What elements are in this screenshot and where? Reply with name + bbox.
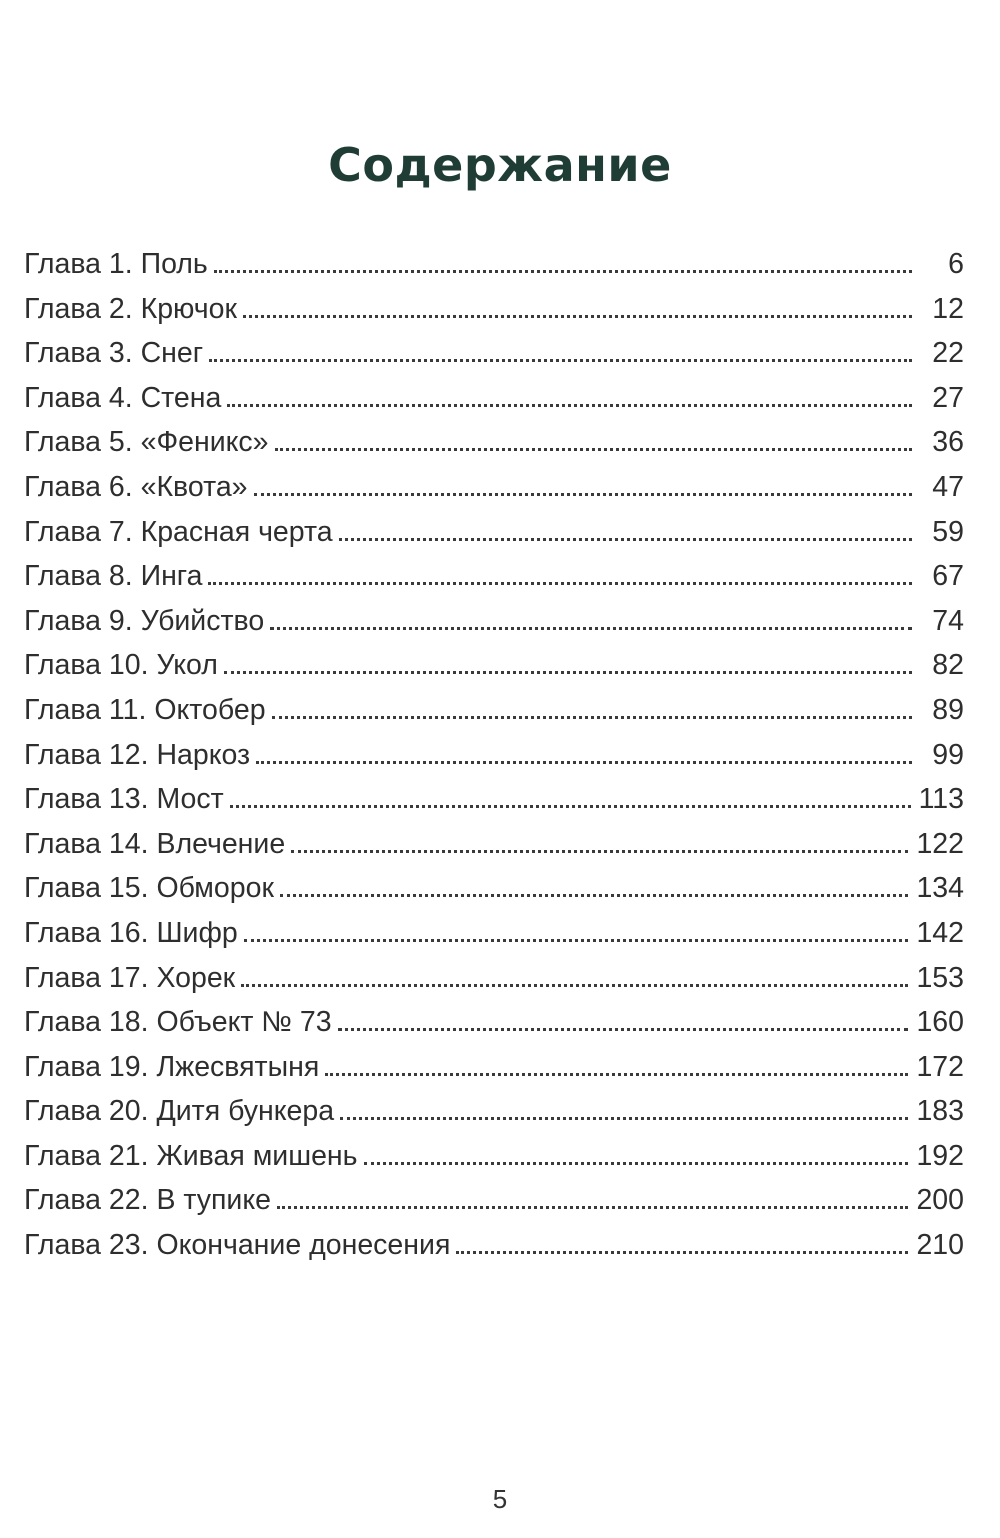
toc-entry-title: Глава 19. Лжесвятыня <box>24 1050 320 1083</box>
dot-leader <box>208 582 912 585</box>
toc-entry-page: 134 <box>916 872 964 905</box>
toc-entry-page: 210 <box>916 1229 964 1262</box>
dot-leader <box>364 1162 909 1165</box>
toc-entry <box>24 688 964 733</box>
dot-leader <box>277 1206 908 1209</box>
toc-entry <box>24 1223 964 1268</box>
dot-leader <box>227 404 912 407</box>
dot-leader <box>338 1028 909 1031</box>
toc-entry <box>24 643 964 688</box>
dot-leader <box>244 939 909 942</box>
toc-entry-title: Глава 20. Дитя бункера <box>24 1095 335 1128</box>
toc-entry <box>24 287 964 332</box>
toc-entry-title: Глава 10. Укол <box>24 649 218 682</box>
toc-entry-title: Глава 21. Живая мишень <box>24 1139 358 1172</box>
toc-entry <box>24 956 964 1001</box>
toc-entry-page: 142 <box>916 916 964 949</box>
toc-entry-title: Глава 13. Мост <box>24 783 224 816</box>
toc-entry <box>24 822 964 867</box>
toc-entry-title: Глава 11. Октобер <box>24 693 266 726</box>
toc-entry-page: 160 <box>916 1006 964 1039</box>
toc-entry-page: 74 <box>932 604 964 637</box>
dot-leader <box>243 315 912 318</box>
toc-entry-title: Глава 5. «Феникс» <box>24 426 269 459</box>
dot-leader <box>456 1251 908 1254</box>
dot-leader <box>325 1073 908 1076</box>
toc-entry-title: Глава 3. Снег <box>24 337 204 370</box>
dot-leader <box>272 716 912 719</box>
toc-entry <box>24 420 964 465</box>
dot-leader <box>339 538 912 541</box>
toc-entry-page: 122 <box>916 827 964 860</box>
toc-entry-page: 172 <box>916 1050 964 1083</box>
toc-entry-page: 67 <box>932 560 964 593</box>
toc-entry-title: Глава 6. «Квота» <box>24 470 248 503</box>
table-of-contents <box>24 242 964 1268</box>
toc-entry-page: 200 <box>916 1184 964 1217</box>
toc-entry-page: 82 <box>932 649 964 682</box>
toc-entry-page: 6 <box>948 248 964 280</box>
toc-entry <box>24 1178 964 1223</box>
toc-entry-page: 192 <box>916 1139 964 1172</box>
toc-entry-title: Глава 14. Влечение <box>24 827 286 860</box>
toc-entry <box>24 777 964 822</box>
toc-entry-page: 99 <box>932 738 964 771</box>
toc-entry-title: Глава 16. Шифр <box>24 916 238 949</box>
dot-leader <box>241 984 908 987</box>
toc-entry <box>24 554 964 599</box>
toc-entry-title: Глава 4. Стена <box>24 381 222 414</box>
toc-entry-page: 113 <box>918 783 964 816</box>
toc-entry <box>24 376 964 421</box>
toc-entry-page: 47 <box>932 470 964 503</box>
toc-entry-page: 183 <box>916 1095 964 1128</box>
dot-leader <box>230 805 911 808</box>
toc-entry-page: 59 <box>932 515 964 548</box>
toc-entry-page: 12 <box>932 292 964 325</box>
dot-leader <box>209 359 912 362</box>
dot-leader <box>224 671 912 674</box>
toc-entry-title: Глава 9. Убийство <box>24 604 265 637</box>
toc-entry-title: Глава 18. Объект № 73 <box>24 1006 332 1039</box>
page-number: 5 <box>492 1484 508 1514</box>
dot-leader <box>280 894 909 897</box>
dot-leader <box>254 493 912 496</box>
toc-entry <box>24 733 964 778</box>
toc-entry-page: 153 <box>916 961 964 994</box>
toc-entry <box>24 331 964 376</box>
toc-entry-page: 27 <box>932 381 964 414</box>
toc-entry <box>24 1045 964 1090</box>
toc-entry-title: Глава 22. В тупике <box>24 1184 271 1217</box>
dot-leader <box>275 448 912 451</box>
toc-entry-title: Глава 12. Наркоз <box>24 738 251 771</box>
toc-entry-title: Глава 8. Инга <box>24 560 203 593</box>
dot-leader <box>270 627 912 630</box>
toc-entry-title: Глава 1. Поль <box>24 248 208 280</box>
toc-entry-title: Глава 23. Окончание донесения <box>24 1229 451 1262</box>
dot-leader <box>291 850 908 853</box>
dot-leader <box>340 1117 908 1120</box>
toc-entry-page: 89 <box>932 693 964 726</box>
dot-leader <box>256 761 912 764</box>
toc-entry <box>24 1000 964 1045</box>
toc-entry-title: Глава 17. Хорек <box>24 961 236 994</box>
toc-entry <box>24 599 964 644</box>
toc-entry <box>24 1134 964 1179</box>
toc-entry-title: Глава 15. Обморок <box>24 872 274 905</box>
toc-entry-page: 36 <box>932 426 964 459</box>
toc-entry <box>24 465 964 510</box>
toc-entry <box>24 866 964 911</box>
toc-entry-title: Глава 7. Красная черта <box>24 515 333 548</box>
toc-entry <box>24 911 964 956</box>
toc-entry-page: 22 <box>932 337 964 370</box>
toc-entry <box>24 510 964 555</box>
dot-leader <box>214 270 912 273</box>
toc-entry <box>24 242 964 287</box>
page-title: Содержание <box>328 138 672 192</box>
toc-entry-title: Глава 2. Крючок <box>24 292 237 325</box>
toc-entry <box>24 1089 964 1134</box>
